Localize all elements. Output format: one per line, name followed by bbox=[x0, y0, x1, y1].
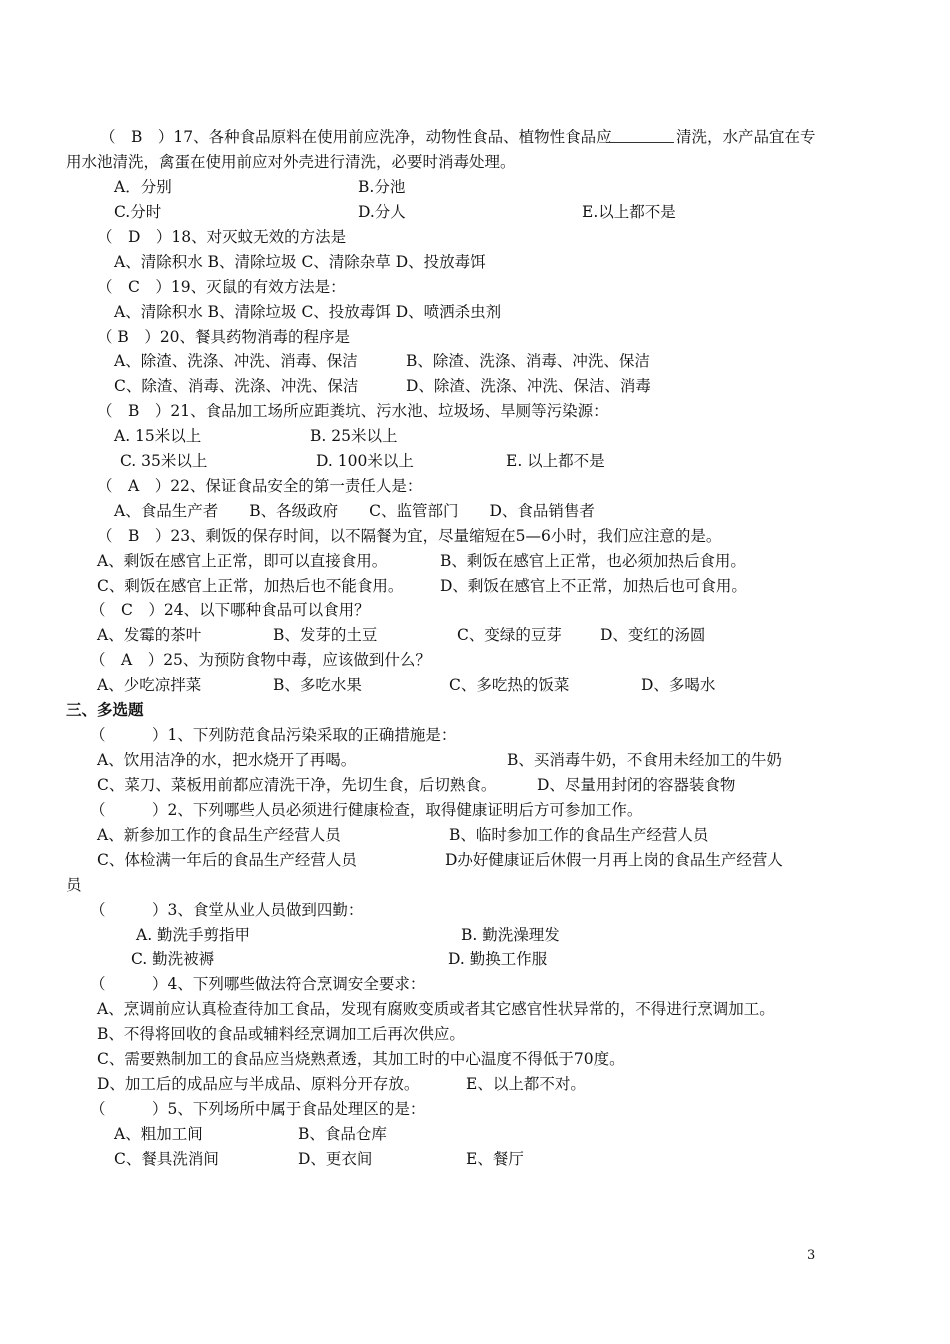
m4-option-d: D、加工后的成品应与半成品、原料分开存放。 bbox=[97, 1075, 420, 1093]
q17-stem-line2: 用水池清洗，禽蛋在使用前应对外壳进行清洗，必要时消毒处理。 bbox=[66, 153, 516, 171]
q18-stem: （ D ）18、对灭蚊无效的方法是 bbox=[97, 228, 347, 246]
q24-option-b: B、发芽的土豆 bbox=[273, 626, 378, 644]
m1-option-d: D、尽量用封闭的容器装食物 bbox=[537, 776, 736, 794]
m1-options-row1 bbox=[97, 750, 817, 770]
q19-stem: （ C ）19、灭鼠的有效方法是： bbox=[97, 278, 346, 296]
q20-stem: （ B ）20、餐具药物消毒的程序是 bbox=[97, 328, 351, 346]
q23-option-a: A、剩饭在感官上正常，即可以直接食用。 bbox=[97, 552, 388, 570]
m2-option-a: A、新参加工作的食品生产经营人员 bbox=[97, 826, 341, 844]
q22-options: A、食品生产者 B、各级政府 C、监管部门 D、食品销售者 bbox=[114, 502, 595, 520]
q24-options bbox=[97, 625, 797, 645]
q22-stem: （ A ）22、保证食品安全的第一责任人是： bbox=[97, 477, 423, 495]
q21-stem: （ B ）21、食品加工场所应距粪坑、污水池、垃圾场、旱厕等污染源： bbox=[97, 402, 609, 420]
m5-option-a: A、粗加工间 bbox=[114, 1125, 203, 1143]
q20-option-c: C、除渣、消毒、洗涤、冲洗、保洁 bbox=[114, 377, 359, 395]
q24-option-c: C、变绿的豆芽 bbox=[457, 626, 562, 644]
m2-option-c: C、体检满一年后的食品生产经营人员 bbox=[97, 851, 357, 869]
m3-options-row1 bbox=[136, 925, 816, 945]
m4-option-e: E、以上都不对。 bbox=[466, 1075, 586, 1093]
q17-options-row2 bbox=[114, 202, 814, 222]
q25-option-b: B、多吃水果 bbox=[273, 676, 362, 694]
m4-stem: （ ）4、下列哪些做法符合烹调安全要求： bbox=[90, 975, 426, 993]
m5-options-row2 bbox=[114, 1149, 814, 1169]
q21-option-e: E. 以上都不是 bbox=[506, 452, 605, 470]
q23-options-row1 bbox=[97, 551, 817, 571]
q17-option-b: B.分池 bbox=[358, 178, 406, 196]
q25-option-d: D、多喝水 bbox=[641, 676, 716, 694]
m1-option-a: A、饮用洁净的水，把水烧开了再喝。 bbox=[97, 751, 357, 769]
m3-option-d: D. 勤换工作服 bbox=[448, 950, 548, 968]
m2-option-d: D办好健康证后休假一月再上岗的食品生产经营人 bbox=[445, 851, 783, 869]
q21-options-row1 bbox=[114, 426, 814, 446]
q17-stem-text-cont: 清洗，水产品宜在专 bbox=[676, 128, 816, 146]
m2-option-b: B、临时参加工作的食品生产经营人员 bbox=[449, 826, 709, 844]
m5-option-d: D、更衣间 bbox=[298, 1150, 373, 1168]
q17-stem-text: （ B ）17、各种食品原料在使用前应洗净，动物性食品、植物性食品应 bbox=[100, 128, 612, 146]
m4-option-c: C、需要熟制加工的食品应当烧熟煮透，其加工时的中心温度不得低于70度。 bbox=[97, 1050, 625, 1068]
m2-stem: （ ）2、下列哪些人员必须进行健康检查，取得健康证明后方可参加工作。 bbox=[90, 801, 643, 819]
q21-option-c: C. 35米以上 bbox=[120, 452, 208, 470]
q21-option-d: D. 100米以上 bbox=[316, 452, 414, 470]
q24-option-d: D、变红的汤圆 bbox=[600, 626, 706, 644]
q17-answer-blank bbox=[606, 127, 674, 148]
q21-options-row2 bbox=[120, 451, 820, 471]
q21-option-a: A. 15米以上 bbox=[114, 427, 202, 445]
m2-option-d-continued: 员 bbox=[66, 876, 82, 894]
q23-option-c: C、剩饭在感官上正常，加热后也不能食用。 bbox=[97, 577, 404, 595]
m3-stem: （ ）3、食堂从业人员做到四勤： bbox=[90, 901, 364, 919]
q20-option-b: B、除渣、洗涤、消毒、冲洗、保洁 bbox=[406, 352, 650, 370]
q23-option-d: D、剩饭在感官上不正常，加热后也可食用。 bbox=[440, 577, 747, 595]
q18-options: A、清除积水 B、清除垃圾 C、清除杂草 D、投放毒饵 bbox=[114, 253, 486, 271]
page-number: 3 bbox=[807, 1248, 816, 1263]
m3-option-b: B. 勤洗澡理发 bbox=[461, 926, 560, 944]
q20-options-row2 bbox=[114, 376, 814, 396]
q24-stem: （ C ）24、以下哪种食品可以食用？ bbox=[90, 601, 370, 619]
q24-option-a: A、发霉的茶叶 bbox=[97, 626, 202, 644]
m1-stem: （ ）1、下列防范食品污染采取的正确措施是： bbox=[90, 726, 457, 744]
m1-option-b: B、买消毒牛奶，不食用未经加工的牛奶 bbox=[507, 751, 782, 769]
m5-option-e: E、餐厅 bbox=[466, 1150, 524, 1168]
q23-option-b: B、剩饭在感官上正常，也必须加热后食用。 bbox=[440, 552, 746, 570]
m5-stem: （ ）5、下列场所中属于食品处理区的是： bbox=[90, 1100, 426, 1118]
m2-options-row1 bbox=[97, 825, 817, 845]
q20-option-a: A、除渣、洗涤、冲洗、消毒、保洁 bbox=[114, 352, 358, 370]
q20-option-d: D、除渣、洗涤、冲洗、保洁、消毒 bbox=[406, 377, 651, 395]
m4-options-row4 bbox=[97, 1074, 797, 1094]
q21-option-b: B. 25米以上 bbox=[310, 427, 398, 445]
q19-options: A、清除积水 B、清除垃圾 C、投放毒饵 D、喷洒杀虫剂 bbox=[114, 303, 502, 321]
q25-options bbox=[97, 675, 797, 695]
m1-option-c: C、菜刀、菜板用前都应清洗干净，先切生食，后切熟食。 bbox=[97, 776, 497, 794]
q25-option-a: A、少吃凉拌菜 bbox=[97, 676, 202, 694]
m5-option-b: B、食品仓库 bbox=[298, 1125, 387, 1143]
m5-option-c: C、餐具洗消间 bbox=[114, 1150, 219, 1168]
m1-options-row2 bbox=[97, 775, 817, 795]
m4-option-b: B、不得将回收的食品或辅料经烹调加工后再次供应。 bbox=[97, 1025, 465, 1043]
q20-options-row1 bbox=[114, 351, 814, 371]
q25-stem: （ A ）25、为预防食物中毒，应该做到什么？ bbox=[90, 651, 431, 669]
m3-option-c: C. 勤洗被褥 bbox=[131, 950, 215, 968]
q17-option-a: A．分别 bbox=[114, 178, 172, 196]
m4-option-a: A、烹调前应认真检查待加工食品，发现有腐败变质或者其它感官性状异常的，不得进行烹调加工。 bbox=[97, 1000, 775, 1018]
q17-options-row1 bbox=[114, 177, 814, 197]
m3-options-row2 bbox=[131, 949, 811, 969]
q23-stem: （ B ）23、剩饭的保存时间，以不隔餐为宜，尽量缩短在5—6小时，我们应注意的是。 bbox=[97, 527, 722, 545]
m2-options-row2 bbox=[97, 850, 817, 870]
m5-options-row1 bbox=[114, 1124, 814, 1144]
q17-option-c: C.分时 bbox=[114, 203, 162, 221]
q23-options-row2 bbox=[97, 576, 817, 596]
q17-option-d: D.分人 bbox=[358, 203, 406, 221]
section-heading-multiple-choice: 三、多选题 bbox=[66, 701, 144, 719]
q17-option-e: E.以上都不是 bbox=[582, 203, 676, 221]
q25-option-c: C、多吃热的饭菜 bbox=[449, 676, 570, 694]
m3-option-a: A. 勤洗手剪指甲 bbox=[136, 926, 251, 944]
